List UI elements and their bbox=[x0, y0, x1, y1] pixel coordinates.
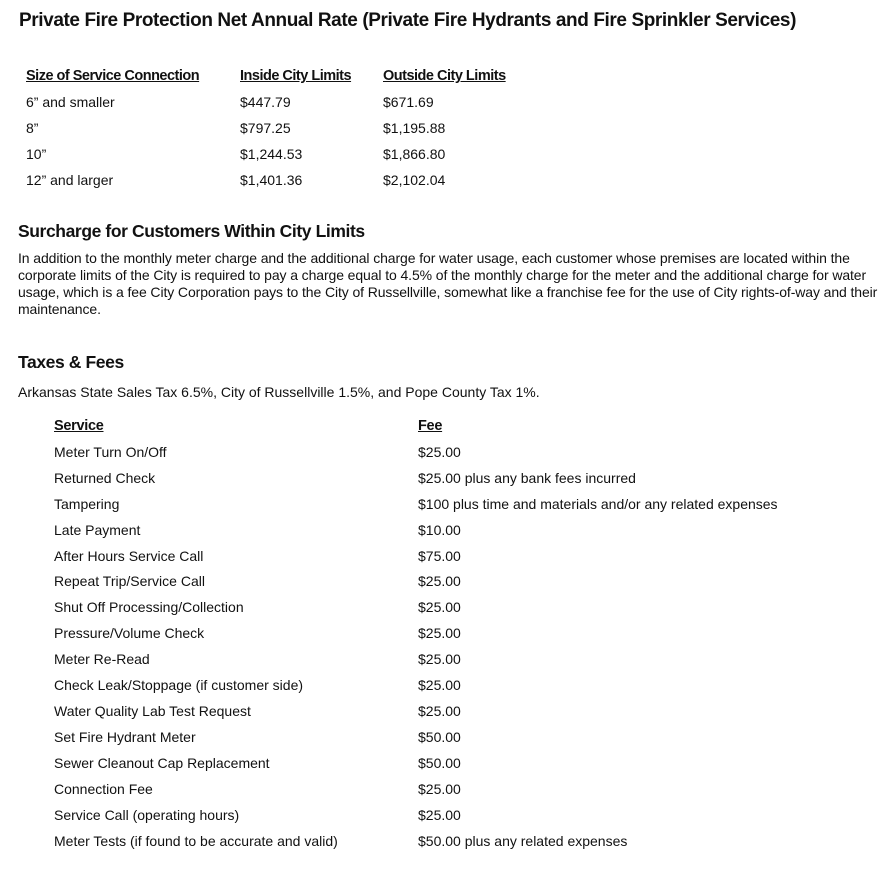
table-row bbox=[54, 466, 858, 492]
fee-cell: $100 plus time and materials and/or any related expenses bbox=[418, 495, 778, 512]
table-row bbox=[26, 141, 543, 167]
private-fire-rate-table bbox=[26, 63, 543, 193]
inside-cell: $447.79 bbox=[240, 94, 291, 110]
service-cell: After Hours Service Call bbox=[54, 547, 204, 564]
table-row bbox=[54, 673, 858, 699]
fee-cell: $25.00 bbox=[418, 599, 461, 616]
taxes-paragraph: Arkansas State Sales Tax 6.5%, City of Russellville 1.5%, and Pope County Tax 1%. bbox=[18, 384, 540, 400]
fee-cell: $25.00 bbox=[418, 677, 461, 694]
header-service: Service bbox=[54, 418, 104, 434]
header-fee: Fee bbox=[418, 418, 443, 434]
fee-cell: $25.00 bbox=[418, 625, 461, 642]
service-cell: Meter Tests (if found to be accurate and valid) bbox=[54, 832, 338, 849]
service-cell: Late Payment bbox=[54, 521, 141, 538]
table-row bbox=[26, 115, 543, 141]
size-cell: 10” bbox=[26, 146, 47, 162]
table-row bbox=[54, 569, 858, 595]
table-row bbox=[54, 803, 858, 829]
table-row bbox=[54, 621, 858, 647]
table-row bbox=[54, 777, 858, 803]
table-row bbox=[54, 440, 858, 466]
fee-cell: $25.00 plus any bank fees incurred bbox=[418, 469, 636, 486]
outside-cell: $1,195.88 bbox=[383, 120, 446, 136]
service-cell: Tampering bbox=[54, 495, 120, 512]
size-cell: 12” and larger bbox=[26, 172, 114, 188]
taxes-title: Taxes & Fees bbox=[18, 352, 124, 372]
service-cell: Shut Off Processing/Collection bbox=[54, 599, 244, 616]
service-cell: Meter Turn On/Off bbox=[54, 443, 167, 460]
service-cell: Repeat Trip/Service Call bbox=[54, 573, 205, 590]
fee-table-header-row bbox=[54, 414, 858, 440]
fee-cell: $25.00 bbox=[418, 780, 461, 797]
fee-cell: $75.00 bbox=[418, 547, 461, 564]
table-row bbox=[54, 751, 858, 777]
header-size: Size of Service Connection bbox=[26, 68, 200, 84]
outside-cell: $1,866.80 bbox=[383, 146, 446, 162]
outside-cell: $2,102.04 bbox=[383, 172, 446, 188]
table-row bbox=[54, 492, 858, 518]
inside-cell: $1,244.53 bbox=[240, 146, 303, 162]
table-row bbox=[54, 725, 858, 751]
rate-table-header-row bbox=[26, 63, 543, 89]
surcharge-paragraph: In addition to the monthly meter charge and the additional charge for water usage, each customer whose premises are located within the corporate limits of the City is required to pay a charge equal to 4.5% of the monthly charge for the meter and the additional charge for water usage, which is a fee City Corporation pays to the City of Russellville, somewhat like a franchise fee for the use of City rights-of-way and their maintenance. bbox=[18, 250, 878, 317]
table-row bbox=[54, 518, 858, 544]
header-outside: Outside City Limits bbox=[383, 68, 506, 84]
fee-cell: $25.00 bbox=[418, 702, 461, 719]
fee-cell: $50.00 plus any related expenses bbox=[418, 832, 628, 849]
surcharge-title: Surcharge for Customers Within City Limits bbox=[18, 221, 365, 241]
outside-cell: $671.69 bbox=[383, 94, 434, 110]
fee-cell: $25.00 bbox=[418, 573, 461, 590]
service-cell: Returned Check bbox=[54, 469, 156, 486]
service-cell: Service Call (operating hours) bbox=[54, 806, 240, 823]
service-cell: Connection Fee bbox=[54, 780, 153, 797]
size-cell: 6” and smaller bbox=[26, 94, 115, 110]
inside-cell: $797.25 bbox=[240, 120, 291, 136]
service-cell: Meter Re-Read bbox=[54, 651, 150, 668]
table-row bbox=[54, 699, 858, 725]
fee-cell: $25.00 bbox=[418, 806, 461, 823]
table-row bbox=[54, 544, 858, 570]
private-fire-title: Private Fire Protection Net Annual Rate (Private Fire Hydrants and Fire Sprinkler Services) bbox=[19, 10, 796, 31]
service-cell: Water Quality Lab Test Request bbox=[54, 702, 251, 719]
table-row bbox=[54, 595, 858, 621]
service-cell: Check Leak/Stoppage (if customer side) bbox=[54, 677, 304, 694]
service-cell: Set Fire Hydrant Meter bbox=[54, 728, 196, 745]
service-cell: Sewer Cleanout Cap Replacement bbox=[54, 754, 270, 771]
fee-cell: $25.00 bbox=[418, 651, 461, 668]
fee-cell: $25.00 bbox=[418, 443, 461, 460]
size-cell: 8” bbox=[26, 120, 39, 136]
service-cell: Pressure/Volume Check bbox=[54, 625, 205, 642]
inside-cell: $1,401.36 bbox=[240, 172, 303, 188]
fee-cell: $50.00 bbox=[418, 754, 461, 771]
table-row bbox=[26, 167, 543, 193]
header-inside: Inside City Limits bbox=[240, 68, 352, 84]
table-row bbox=[26, 89, 543, 115]
fee-cell: $10.00 bbox=[418, 521, 461, 538]
service-fee-table bbox=[54, 414, 858, 854]
table-row bbox=[54, 647, 858, 673]
fee-cell: $50.00 bbox=[418, 728, 461, 745]
table-row bbox=[54, 829, 858, 855]
